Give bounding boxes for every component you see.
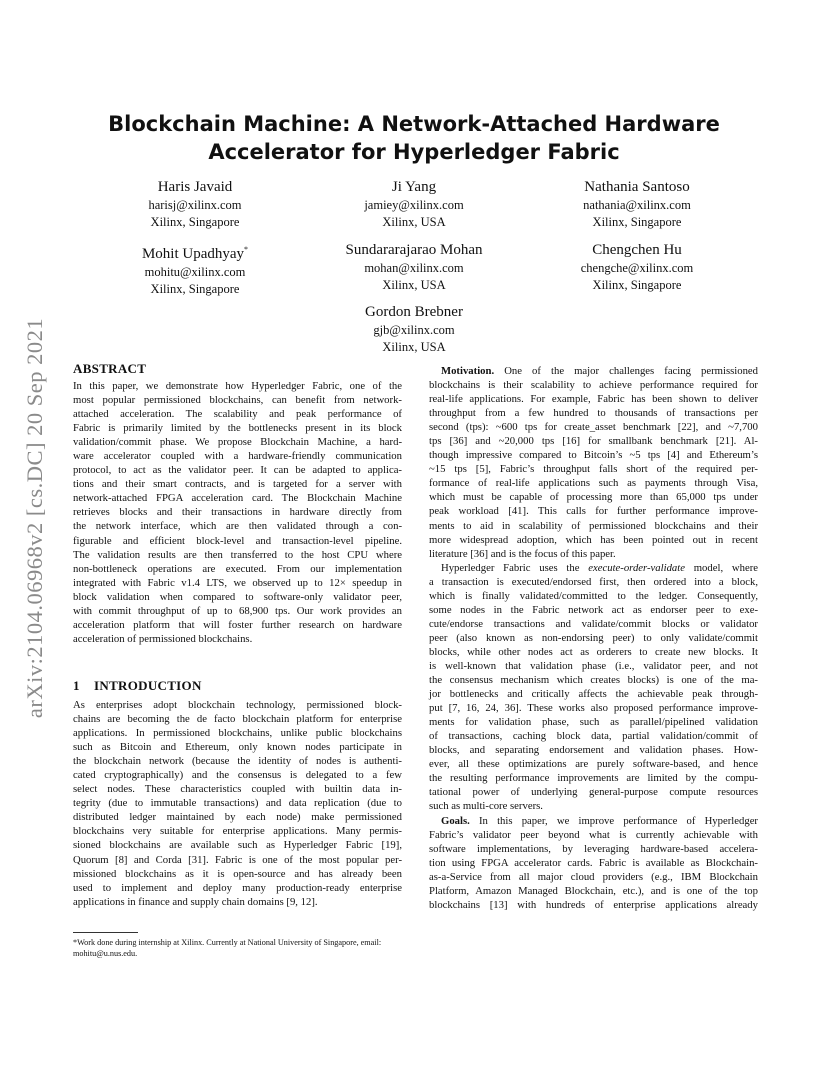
paragraph-line: ware accelerator coupled with a hardware-friendly communication (73, 450, 402, 463)
paragraph-line: though impressive compared to Bitcoin’s ~5 tps [4] and Ethereum’s (429, 449, 758, 462)
author-name: Haris Javaid (157, 179, 233, 195)
author-email: chengche@xilinx.com (580, 261, 694, 275)
author-name: Gordon Brebner (365, 304, 463, 320)
paragraph-line: put [7, 16, 24, 36]. These works also proposed performance improve- (429, 702, 758, 715)
author-affiliation: Xilinx, USA (382, 214, 446, 229)
paragraph-line: protocol, to act as the validator peer. It can be adapted to applica- (73, 464, 402, 477)
paragraph-line: such as multi-core servers. (429, 800, 543, 813)
author-block (304, 177, 524, 230)
paragraph-line: acceleration of permissioned blockchains. (73, 632, 253, 645)
paragraph-line: cute/endorse transactions and validate/commit blocks or validator (429, 617, 758, 630)
paragraph-line: blocks, and separating endorsement and validation phases. How- (429, 744, 758, 757)
paragraph-line: Quorum [8] and Corda [31]. Fabric is one of the most popular per- (73, 853, 402, 866)
paragraph-line: peer (also known as non-endorsing peer) to only validate/commit (429, 631, 758, 644)
paragraph-line: applications in finance and supply chain domains [9, 12]. (73, 895, 318, 908)
author-email: nathania@xilinx.com (583, 198, 691, 212)
abstract-body (73, 379, 402, 646)
right-column (429, 364, 758, 912)
paragraph-line: Goals. In this paper, we improve performance of Hyperledger (441, 814, 758, 827)
paragraph-line: literature [36] and is the focus of this paper. (429, 547, 616, 560)
author-name: Mohit Upadhyay (141, 246, 245, 262)
author-block (85, 240, 305, 297)
paragraph-line: Platform, Amazon Managed Blockchain, etc.), and is one of the top (429, 884, 758, 897)
author-email: mohan@xilinx.com (364, 261, 464, 275)
intro-body (73, 698, 402, 909)
author-block (304, 240, 524, 293)
paragraph-line: tegrity (due to immutable transactions) and data replication (due to (73, 797, 402, 810)
paragraph-line: software implementations, by leveraging hardware-based accelera- (429, 842, 758, 855)
paragraph-line: blockchains is their scalability to achieve performance required for (429, 379, 758, 392)
paragraph-line: ~15 tps [5], Fabric’s throughput falls short of the required per- (429, 463, 758, 476)
author-affiliation: Xilinx, USA (382, 277, 446, 292)
paragraph-line: ever, all these optimizations are purely software-based, and hence (429, 758, 758, 771)
paragraph-line: with commit throughput of up to 68,900 tps. Our work provides an (73, 604, 402, 617)
paragraph-line: tps [36] and ~20,000 tps [16] for smallbank benchmark [21]. Al- (429, 435, 758, 448)
section-number: 1 (73, 678, 80, 693)
author-name: Nathania Santoso (584, 179, 690, 195)
footnote-rule (73, 932, 138, 933)
paragraph-line: more widespread adoption, which has been pointed out in recent (429, 533, 758, 546)
title-line: Accelerator for Hyperledger Fabric (208, 140, 620, 164)
paragraph-line: attached acceleration. The scalability and peak performance of (73, 408, 402, 421)
paragraph-line: real-life applications. For example, Fabric has been shown to deliver (429, 393, 758, 406)
paragraph-line: which must be capable of processing more than 65,000 tps under (429, 491, 758, 504)
author-block (527, 240, 747, 293)
paragraph-line: blocks, while other nodes act as orderers to create new blocks. It (429, 645, 758, 658)
paragraph-line: most popular permissioned blockchains, can benefit from network- (73, 394, 402, 407)
intro-heading (73, 678, 202, 694)
author-affiliation: Xilinx, Singapore (592, 277, 682, 292)
paragraph-line: retrieves blocks and their transactions in hardware directly from (73, 506, 402, 519)
author-affiliation: Xilinx, Singapore (150, 214, 240, 229)
paragraph-line: blockchains very suitable for enterprise applications. Many permis- (73, 825, 402, 838)
paper-title (100, 110, 728, 166)
paragraph-line: The validation results are then transferred to the host CPU where (73, 548, 402, 561)
footnote: *Work done during internship at Xilinx. Currently at National University of Singapore, email: mohitu@u.nus.edu. (73, 938, 382, 958)
author-email: jamiey@xilinx.com (364, 198, 464, 212)
paragraph-line: ments to aid in scalability of permissioned blockchains and their (429, 519, 758, 532)
paragraph-line: the resulting performance improvements are limited by the compu- (429, 772, 758, 785)
paragraph-line: sioned blockchains are available such as Hyperledger Fabric [19], (73, 839, 402, 852)
paragraph-line: of transactions, caching block data, partial validation/commit of (429, 730, 758, 743)
paragraph-line: peak workload [41]. This calls for further performance improve- (429, 505, 758, 518)
paragraph-line: tational power of underlying general-purpose compute resources (429, 786, 758, 799)
paragraph-line: chains are becoming the de facto blockchain platform for enterprise (73, 713, 402, 726)
arxiv-identifier: arXiv:2104.06968v2 [cs.DC] 20 Sep 2021 (22, 317, 47, 719)
run-in-heading: Motivation. (441, 365, 495, 377)
author-email: harisj@xilinx.com (148, 198, 242, 212)
paragraph-line: as-a-Service from all major cloud providers (e.g., IBM Blockchain (429, 870, 758, 883)
paragraph-line: which is finally validated/committed to the ledger. Consequently, (429, 589, 758, 602)
paragraph-line: As enterprises adopt blockchain technology, permissioned block- (73, 699, 402, 711)
paragraph-line: formance of real-life applications such as payments through Visa, (429, 477, 758, 490)
author-block (85, 177, 305, 230)
paragraph-line: integrated with Fabric v1.4 LTS, we observed up to 12× speedup in (73, 576, 402, 589)
paragraph-line: In this paper, we demonstrate how Hyperledger Fabric, one of the (73, 380, 402, 392)
paragraph-line: the consensus mechanism which creates blocks) is one of the ma- (429, 674, 758, 687)
paragraph-line: is well-known that validation phase (i.e., validator peer, and not (429, 659, 758, 672)
paragraph-line: Motivation. One of the major challenges facing permissioned (441, 365, 759, 377)
run-in-heading: Goals. (441, 814, 470, 827)
author-block (527, 177, 747, 230)
paragraph-line: jor bottlenecks and critically affects the achievable peak through- (429, 688, 758, 701)
author-affiliation: Xilinx, Singapore (592, 214, 682, 229)
paragraph-line: network-attached FPGA acceleration card. The Blockchain Machine (73, 492, 402, 505)
paragraph-line: missioned blockchains as it is open-source and has already been (73, 867, 402, 880)
paragraph-line: figurable and efficient block-level and transaction-level pipeline. (73, 534, 402, 547)
paragraph-line: ments for validation phase, such as parallel/pipelined validation (429, 716, 758, 729)
paragraph-line: applications. In permissioned blockchains, unlike public blockchains (73, 727, 402, 740)
paragraph-line: validation/commit phase. We propose Blockchain Machine, a hard- (73, 436, 402, 449)
author-affiliation: Xilinx, Singapore (150, 281, 240, 296)
paragraph-line: Hyperledger Fabric uses the execute-order-validate model, where (441, 561, 758, 574)
author-name: Sundararajarao Mohan (345, 242, 483, 258)
paragraph-line: a transaction is executed/endorsed first, then ordered into a block, (429, 575, 758, 588)
paragraph-line: acceleration platform that will foster further research on hardware (73, 618, 402, 631)
paragraph-line: block validation when compared to software-only validator peer, (73, 590, 402, 603)
author-block (304, 302, 524, 355)
paragraph-line: the blockchain network (because the identity of nodes is authenti- (73, 755, 402, 768)
paragraph-line: used to implement and deploy many production-ready enterprise (73, 881, 402, 894)
paragraph-line: blockchains [13] with hundreds of enterprise applications already (429, 898, 758, 911)
title-line: Blockchain Machine: A Network-Attached Hardware (108, 112, 720, 136)
paragraph-line: distributed ledger maintained by each node) make permissioned (73, 811, 402, 824)
author-email: gjb@xilinx.com (373, 323, 455, 337)
paragraph-line: the network interface, which are then validated through a con- (73, 520, 402, 533)
paragraph-line: second (tps): ~600 tps for create_asset benchmark [22], and ~7,700 (429, 421, 758, 434)
paragraph-line: cated cryptographically) and the consensus is delegated to a few (73, 769, 402, 782)
paragraph-line: tion using FPGA accelerator cards. Fabric is available as Blockchain- (429, 856, 758, 869)
abstract-heading: ABSTRACT (73, 361, 147, 376)
paragraph-line: throughput from a few hundred to thousands of transactions per (429, 407, 758, 420)
author-name: Ji Yang (391, 179, 437, 195)
paragraph-line: non-bottleneck operations are executed. From our implementation (73, 562, 402, 575)
paragraph-line: such as Bitcoin and Ethereum, only known nodes participate in (73, 741, 402, 754)
author-name: Chengchen Hu (592, 242, 682, 258)
footnote-mark: * (244, 245, 249, 254)
paragraph-line: Fabric’s validator peer beyond what is currently achievable with (429, 828, 758, 841)
section-title: INTRODUCTION (94, 678, 202, 693)
paragraph-line: some nodes in the Fabric network act as endorser peer to exe- (429, 603, 758, 616)
author-email: mohitu@xilinx.com (144, 265, 246, 279)
paragraph-line: tions and their smart contracts, and is targeted for a server with (73, 478, 402, 491)
paragraph-line: Fabric is primarily limited by the bottlenecks present in its block (73, 422, 402, 435)
paragraph-line: select nodes. These characteristics coupled with builtin data in- (73, 783, 402, 796)
author-affiliation: Xilinx, USA (382, 339, 446, 354)
